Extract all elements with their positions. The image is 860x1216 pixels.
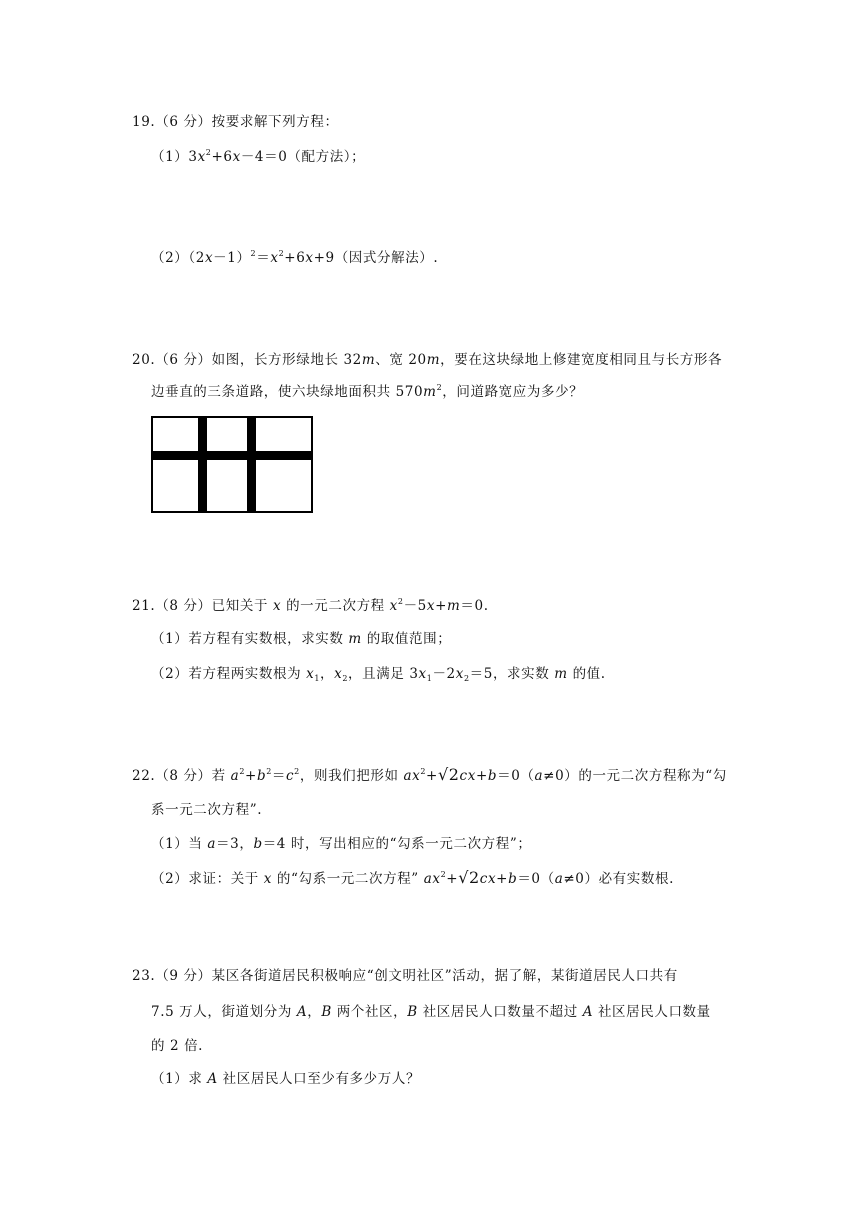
sqrt-2-radical: √2 [437, 765, 460, 784]
rectangular-field-figure [151, 416, 313, 513]
field-outline [152, 417, 312, 512]
question-23-line-3: 的 2 倍. [151, 1038, 204, 1054]
question-19-part-2: $(2)(2x-1)^2=x^2+6x+9$（因式分解法）. [151, 249, 439, 266]
question-19-part-1: $(1)3x^2+6x-4=0$（配方法）； [151, 148, 366, 165]
vertical-road-right [247, 417, 256, 512]
question-22-part-1: （1）当 a＝3，b＝4 时，写出相应的“勾系一元二次方程”； [151, 836, 532, 852]
question-23-part-1: （1）求 A 社区居民人口至少有多少万人？ [151, 1071, 421, 1087]
question-21-part-1: （1）若方程有实数根，求实数 m 的取值范围； [151, 631, 452, 647]
question-20-line-1: 20.（6 分）如图，长方形绿地长 32m、宽 20m，要在这块绿地上修建宽度相同且与长方形各 [132, 352, 723, 368]
question-22-line-1: 22.（8 分）若 $a^2+b^2=c^2$，则我们把形如 $ax^2+√2cx+b=0(a\ne 0)$的一元二次方程称为“勾 [132, 765, 727, 784]
question-22-part-2: （2）求证：关于 x 的“勾系一元二次方程” $ax^2+√2cx+b=0(a\ne 0)$必有实数根. [151, 868, 674, 887]
horizontal-road [152, 451, 312, 460]
sqrt-2-radical: √2 [458, 868, 480, 887]
question-19-stem: 19.（6 分）按要求解下列方程： [132, 114, 339, 130]
question-21-part-2: （2）若方程两实数根为 $x_1$，$x_2$，且满足 $3x_1-2x_2=5$，求实数 m 的值. [151, 666, 606, 683]
question-23-line-2: 7.5 万人，街道划分为 A，B 两个社区，B 社区居民人口数量不超过 A 社区居民人口数量 [151, 1004, 711, 1020]
vertical-road-left [198, 417, 207, 512]
question-22-line-2: 系一元二次方程”. [151, 802, 263, 818]
question-20-line-2: 边垂直的三条道路，使六块绿地面积共 $570m^2$，问道路宽应为多少？ [151, 383, 584, 400]
question-21-stem: 21.（8 分）已知关于 x 的一元二次方程 $x^2-5x+m=0$. [132, 597, 489, 614]
question-23-line-1: 23.（9 分）某区各街道居民积极响应“创文明社区”活动，据了解，某街道居民人口共有 [132, 968, 678, 984]
